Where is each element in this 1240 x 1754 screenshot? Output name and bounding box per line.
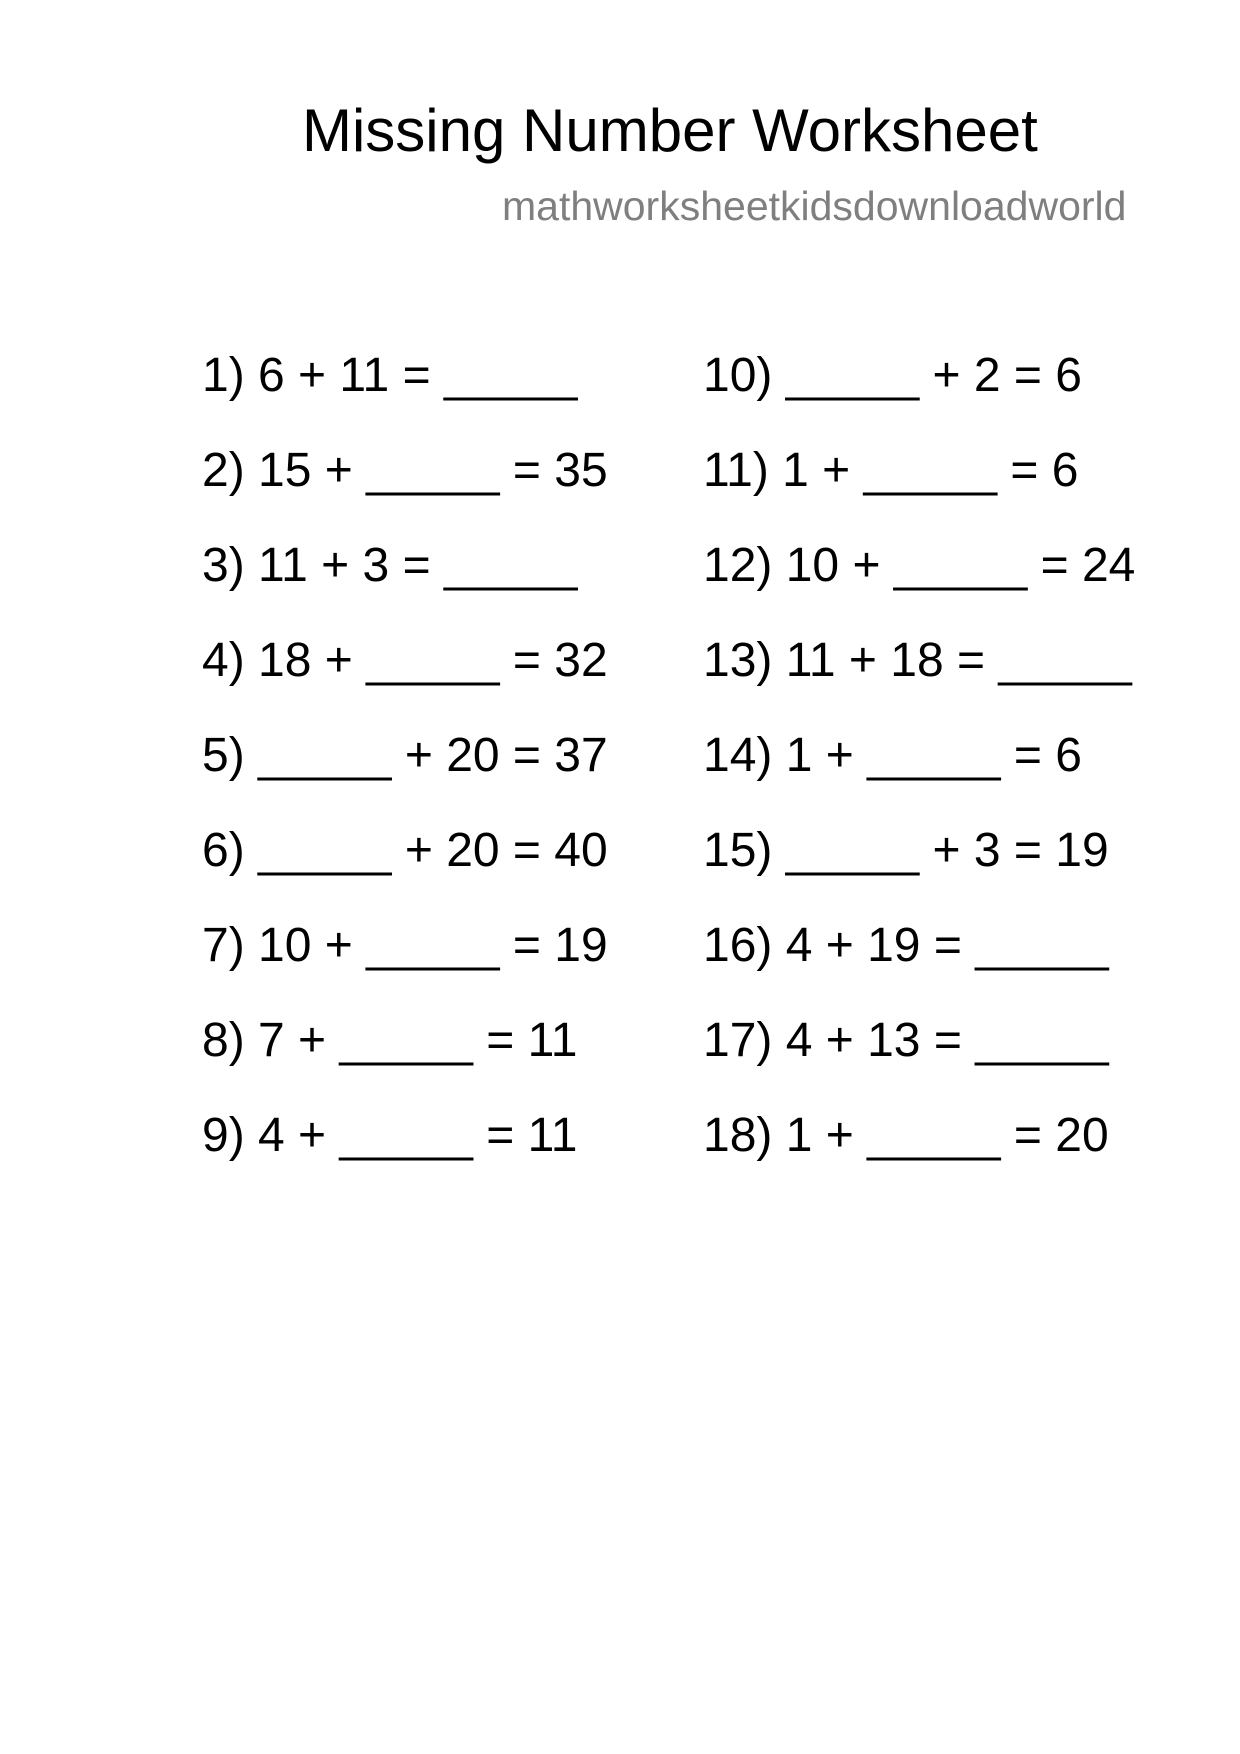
problem-15: 15) _____ + 3 = 19 [703, 824, 1109, 877]
problem-9: 9) 4 + _____ = 11 [202, 1109, 578, 1162]
problem-1: 1) 6 + 11 = _____ [202, 349, 578, 402]
problem-12: 12) 10 + _____ = 24 [703, 539, 1136, 592]
page-title: Missing Number Worksheet [302, 97, 1038, 164]
problem-8: 8) 7 + _____ = 11 [202, 1014, 578, 1067]
problem-5: 5) _____ + 20 = 37 [202, 729, 608, 782]
problem-2: 2) 15 + _____ = 35 [202, 444, 608, 497]
problem-17: 17) 4 + 13 = _____ [703, 1014, 1109, 1067]
problem-7: 7) 10 + _____ = 19 [202, 919, 608, 972]
problem-4: 4) 18 + _____ = 32 [202, 634, 608, 687]
problem-16: 16) 4 + 19 = _____ [703, 919, 1109, 972]
problem-14: 14) 1 + _____ = 6 [703, 729, 1082, 782]
problem-6: 6) _____ + 20 = 40 [202, 824, 608, 877]
problem-10: 10) _____ + 2 = 6 [703, 349, 1082, 402]
problem-3: 3) 11 + 3 = _____ [202, 539, 578, 592]
problem-13: 13) 11 + 18 = _____ [703, 634, 1132, 687]
problem-18: 18) 1 + _____ = 20 [703, 1109, 1109, 1162]
problem-11: 11) 1 + _____ = 6 [703, 444, 1079, 497]
source-watermark: mathworksheetkidsdownloadworld [502, 183, 1127, 229]
